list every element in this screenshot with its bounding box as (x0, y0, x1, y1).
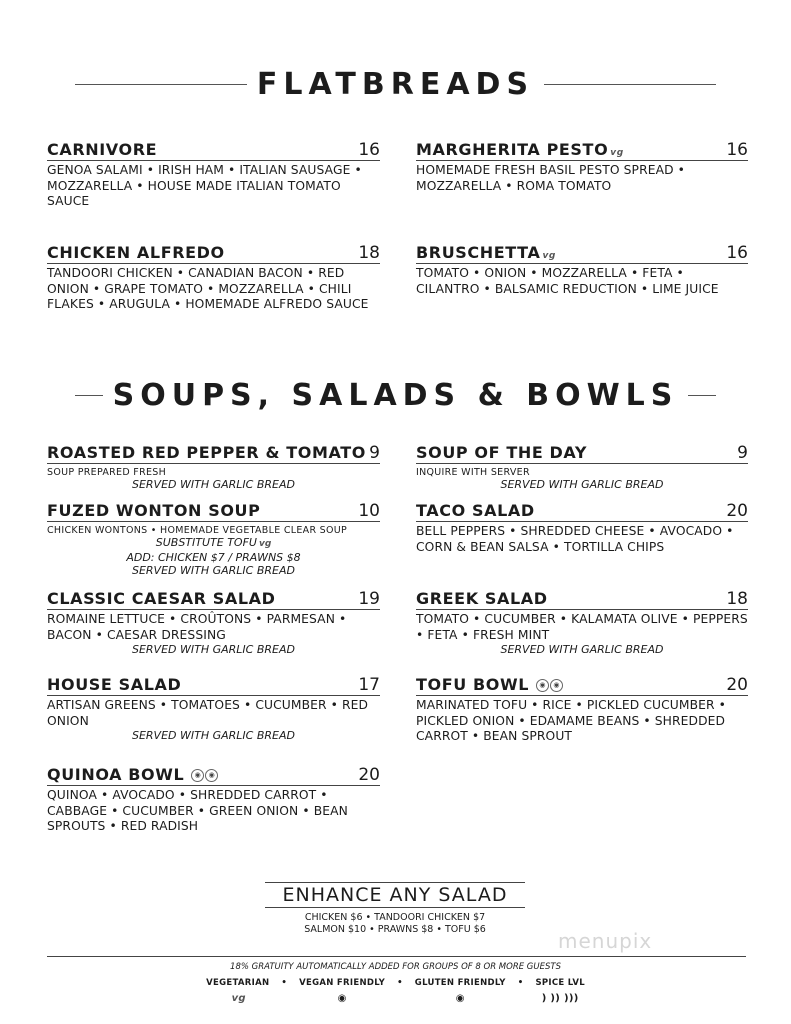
item-description: TANDOORI CHICKEN • CANADIAN BACON • RED ONION • GRAPE TOMATO • MOZZARELLA • CHILI FLAKES • ARUGULA • HOMEMADE ALFREDO SAUCE (47, 266, 369, 312)
item-note: CHICKEN WONTONS • HOMEMADE VEGETABLE CLEAR SOUP (47, 525, 348, 536)
item-note: SOUP PREPARED FRESH (47, 467, 167, 478)
item-name: CARNIVORE (47, 140, 158, 159)
item-description: MARINATED TOFU • RICE • PICKLED CUCUMBER • PICKLED ONION • EDAMAME BEANS • SHREDDED CARROT • BEAN SPROUT (416, 698, 727, 744)
legend-bullet: • (281, 978, 288, 988)
menu-item-fuzed-wonton-soup (47, 500, 380, 577)
item-description: QUINOA • AVOCADO • SHREDDED CARROT • CABBAGE • CUCUMBER • GREEN ONION • BEAN SPROUTS • RED RADISH (47, 788, 348, 834)
item-description: TOMATO • CUCUMBER • KALAMATA OLIVE • PEPPERS • FETA • FRESH MINT (416, 612, 748, 642)
item-serve-note: SERVED WITH GARLIC BREAD (131, 478, 295, 491)
add-on-note: ADD: CHICKEN $7 / PRAWNS $8 (126, 551, 301, 564)
vegetarian-icon: vg (610, 148, 624, 158)
enhance-title: ENHANCE ANY SALAD (265, 882, 525, 908)
item-name: ROASTED RED PEPPER & TOMATO (47, 443, 366, 462)
menu-item-carnivore (47, 139, 380, 210)
item-serve-note: SERVED WITH GARLIC BREAD (131, 729, 295, 743)
legend-bullet: • (397, 978, 403, 988)
vegan-friendly-icon: ◉ (337, 993, 347, 1004)
item-price: 9 (737, 443, 748, 463)
vegan-friendly-icon: ◉ (550, 679, 563, 692)
enhance-salad-box (265, 882, 525, 936)
gluten-friendly-icon: ◉ (455, 993, 465, 1004)
item-price: 20 (726, 501, 748, 521)
menu-item-quinoa-bowl (47, 764, 380, 835)
item-description: TOMATO • ONION • MOZZARELLA • FETA • CILANTRO • BALSAMIC REDUCTION • LIME JUICE (416, 266, 719, 296)
item-price: 9 (369, 443, 380, 463)
item-note: INQUIRE WITH SERVER (416, 467, 530, 478)
section-title: SOUPS, SALADS & BOWLS (112, 378, 679, 413)
enhance-line: CHICKEN $6 • TANDOORI CHICKEN $7 (304, 912, 486, 923)
legend-vegan: VEGAN FRIENDLY ◉ (299, 978, 386, 1004)
item-name: TOFU BOWL (416, 675, 530, 694)
gluten-friendly-icon: ◉ (191, 769, 204, 782)
menu-item-chicken-alfredo (47, 242, 380, 313)
gratuity-notice: 18% GRATUITY AUTOMATICALLY ADDED FOR GROUPS OF 8 OR MORE GUESTS (230, 962, 561, 972)
item-description: GENOA SALAMI • IRISH HAM • ITALIAN SAUSAGE • MOZZARELLA • HOUSE MADE ITALIAN TOMATO SAUCE (47, 163, 362, 209)
item-name: TACO SALAD (416, 501, 535, 520)
vegetarian-icon: vg (258, 539, 272, 549)
item-name: QUINOA BOWL (47, 765, 185, 784)
vegan-friendly-icon: ◉ (205, 769, 218, 782)
menu-item-margherita-pesto (416, 139, 748, 194)
item-name: CLASSIC CAESAR SALAD (47, 589, 276, 608)
legend-spice: SPICE LVL ) )) ))) (535, 978, 585, 1004)
item-description: HOMEMADE FRESH BASIL PESTO SPREAD • MOZZARELLA • ROMA TOMATO (416, 163, 686, 193)
header-rule-right (688, 395, 716, 396)
menu-item-bruschetta (416, 242, 748, 297)
item-description: BELL PEPPERS • SHREDDED CHEESE • AVOCADO • CORN & BEAN SALSA • TORTILLA CHIPS (416, 524, 734, 554)
menu-item-taco-salad (416, 500, 748, 555)
item-name: GREEK SALAD (416, 589, 548, 608)
item-name: FUZED WONTON SOUP (47, 501, 261, 520)
item-serve-note: SERVED WITH GARLIC BREAD (500, 643, 664, 657)
substitute-note: SUBSTITUTE TOFU vg (155, 536, 272, 549)
item-serve-note: SERVED WITH GARLIC BREAD (131, 564, 295, 577)
item-name: BRUSCHETTA (416, 243, 541, 262)
item-price: 16 (726, 140, 748, 160)
vegetarian-icon: vg (231, 993, 246, 1004)
item-name: CHICKEN ALFREDO (47, 243, 225, 262)
legend-bullet: • (517, 978, 524, 988)
header-rule-right (544, 84, 716, 85)
item-description: ARTISAN GREENS • TOMATOES • CUCUMBER • RED ONION (47, 698, 369, 728)
legend-vegetarian: VEGETARIAN vg (206, 978, 270, 1004)
menu-item-soup-of-the-day (416, 442, 748, 491)
dietary-legend (0, 978, 791, 1004)
legend-gluten: GLUTEN FRIENDLY ◉ (414, 978, 506, 1004)
item-price: 20 (358, 765, 380, 785)
vegetarian-icon: vg (542, 251, 556, 261)
item-price: 10 (358, 501, 380, 521)
item-name: MARGHERITA PESTO (416, 140, 609, 159)
watermark-text: menupix (558, 929, 653, 953)
item-serve-note: SERVED WITH GARLIC BREAD (500, 478, 664, 491)
header-rule-left (75, 84, 247, 85)
item-name: SOUP OF THE DAY (416, 443, 588, 462)
item-serve-note: SERVED WITH GARLIC BREAD (131, 643, 295, 657)
enhance-line: SALMON $10 • PRAWNS $8 • TOFU $6 (304, 924, 486, 935)
menu-item-classic-caesar-salad (47, 588, 380, 656)
gluten-friendly-icon: ◉ (536, 679, 549, 692)
menu-item-tofu-bowl (416, 674, 748, 745)
item-price: 19 (358, 589, 380, 609)
flatbreads-header (0, 67, 791, 102)
soups-header (0, 378, 791, 413)
item-price: 16 (726, 243, 748, 263)
header-rule-left (75, 395, 103, 396)
item-price: 18 (358, 243, 380, 263)
item-name: HOUSE SALAD (47, 675, 182, 694)
section-title: FLATBREADS (256, 67, 535, 102)
item-description: ROMAINE LETTUCE • CROÛTONS • PARMESAN • BACON • CAESAR DRESSING (47, 612, 347, 642)
menu-item-house-salad (47, 674, 380, 742)
item-price: 18 (726, 589, 748, 609)
menu-item-roasted-red-pepper (47, 442, 380, 491)
item-price: 20 (726, 675, 748, 695)
item-price: 16 (358, 140, 380, 160)
spice-level-icon: ) )) ))) (541, 993, 579, 1004)
item-price: 17 (358, 675, 380, 695)
menu-item-greek-salad (416, 588, 748, 656)
footer-divider (47, 956, 746, 957)
